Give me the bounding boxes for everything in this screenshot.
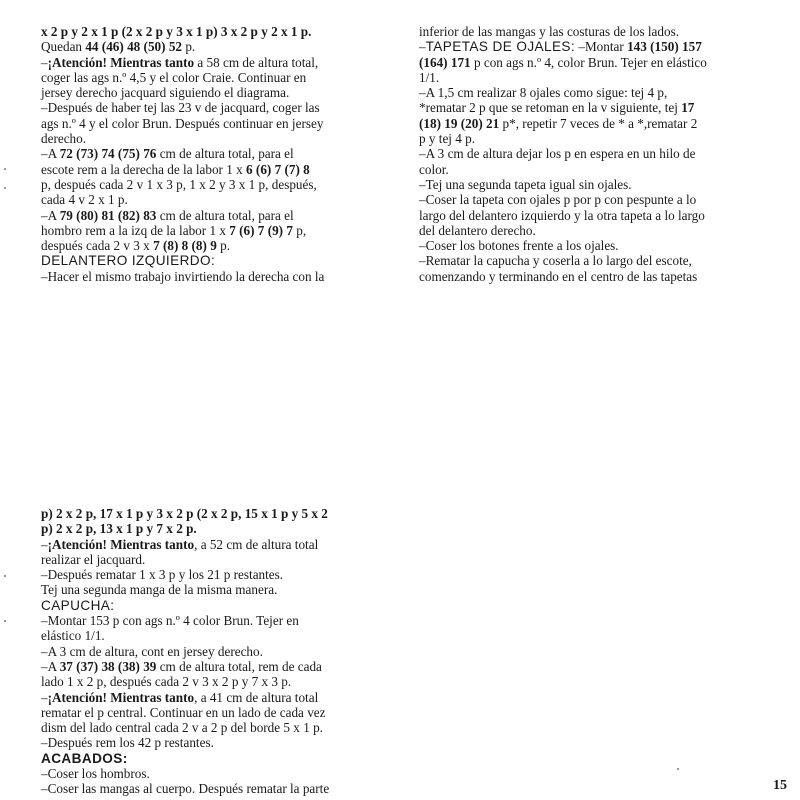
text-run: Tej una segunda manga de la misma manera. xyxy=(41,582,278,598)
text-run: –Montar xyxy=(575,39,628,55)
text-line xyxy=(419,177,779,192)
page-number: 15 xyxy=(773,778,787,793)
text-run: realizar el jacquard. xyxy=(41,551,146,567)
bold-run: ¡Atención! Mientras tanto xyxy=(47,689,195,705)
section-heading: CAPUCHA: xyxy=(41,597,115,613)
text-line xyxy=(41,116,395,131)
text-line xyxy=(41,766,411,781)
text-run: después cada 2 v 3 x xyxy=(41,238,154,254)
text-run: jersey derecho jacquard siguiendo el diagrama. xyxy=(41,85,290,101)
text-line xyxy=(41,177,395,192)
bold-run: p) 2 x 2 p, 17 x 1 p y 3 x 2 p (2 x 2 p, 15 x 1 p y 5 x 2 xyxy=(41,506,328,521)
text-run: inferior de las mangas y las costuras de los lados. xyxy=(419,24,680,39)
text-run: coger las ags n.º 4,5 y el color Craie. Continuar en xyxy=(41,69,307,85)
text-line xyxy=(41,751,411,766)
margin-mark xyxy=(677,768,679,770)
bold-run: (164) 171 xyxy=(419,54,471,70)
text-line xyxy=(419,253,779,268)
section-heading: DELANTERO IZQUIERDO: xyxy=(41,253,216,269)
text-run: – xyxy=(41,54,48,70)
text-run: p. xyxy=(182,39,196,55)
text-line xyxy=(41,506,411,521)
text-run: comenzando y terminando en el centro de las tapetas xyxy=(419,268,698,284)
text-run: –A 1,5 cm realizar 8 ojales como sigue: tej 4 p, xyxy=(419,85,668,101)
text-line xyxy=(41,131,395,146)
text-run: – xyxy=(41,689,48,705)
text-line xyxy=(41,24,395,39)
text-line xyxy=(41,613,411,628)
margin-mark xyxy=(4,168,6,170)
margin-mark xyxy=(4,187,6,189)
text-run: –Coser la tapeta con ojales p por p con pespunte a lo xyxy=(419,192,697,208)
margin-mark xyxy=(4,575,6,577)
text-line xyxy=(419,24,779,39)
text-run: elástico 1/1. xyxy=(41,628,105,644)
text-run: cm de altura total, rem de cada xyxy=(156,658,322,674)
text-line xyxy=(41,582,411,597)
text-line xyxy=(41,70,395,85)
bold-run: 72 (73) 74 (75) 76 xyxy=(59,146,157,162)
text-run: p, xyxy=(292,222,307,238)
bold-run: 44 (46) 48 (50) 52 xyxy=(85,39,183,55)
text-line xyxy=(41,85,395,100)
text-line xyxy=(419,192,779,207)
text-line xyxy=(41,146,395,161)
text-line xyxy=(41,674,411,689)
text-run: –A 3 cm de altura dejar los p en espera en un hilo de xyxy=(419,146,696,162)
text-run: rematar el p central. Continuar en un lado de cada vez xyxy=(41,704,326,720)
text-line xyxy=(41,690,411,705)
text-run: –Hacer el mismo trabajo invirtiendo la derecha con la xyxy=(41,268,325,284)
text-run: lado 1 x 2 p, después cada 2 v 3 x 2 p y 7 x 3 p. xyxy=(41,674,292,690)
text-run: *rematar 2 p que se retoman en la v siguiente, tej xyxy=(419,100,682,116)
text-line xyxy=(419,116,779,131)
text-run: – xyxy=(419,39,426,55)
bold-run: ¡Atención! Mientras tanto xyxy=(47,536,195,552)
bold-run: x 2 p y 2 x 1 p (2 x 2 p y 3 x 1 p) 3 x 2 p y 2 x 1 p. xyxy=(41,24,312,39)
text-run: escote rem a la derecha de la labor 1 x xyxy=(41,161,247,177)
text-line xyxy=(419,55,779,70)
text-line xyxy=(41,705,411,720)
text-line xyxy=(41,567,411,582)
text-run: –A 3 cm de altura, cont en jersey derecho. xyxy=(41,643,263,659)
text-line xyxy=(419,238,779,253)
text-line xyxy=(41,521,411,536)
text-line xyxy=(419,100,779,115)
bold-run: 143 (150) 157 xyxy=(627,39,702,55)
text-run: p, después cada 2 v 1 x 3 p, 1 x 2 y 3 x 1 p, después, xyxy=(41,176,317,192)
text-line xyxy=(41,223,395,238)
text-run: –Después de haber tej las 23 v de jacquard, coger las xyxy=(41,100,320,116)
text-run: –Coser los hombros. xyxy=(41,766,150,782)
text-run: largo del delantero izquierdo y la otra tapeta a lo largo xyxy=(419,207,705,223)
text-run: a 58 cm de altura total, xyxy=(194,54,319,70)
text-line xyxy=(419,39,779,54)
text-line xyxy=(419,131,779,146)
text-run: cm de altura total, para el xyxy=(156,207,294,223)
text-run: p*, repetir 7 veces de * a *,rematar 2 xyxy=(499,115,698,131)
bold-run: 79 (80) 81 (82) 83 xyxy=(59,207,157,223)
text-run: –Tej una segunda tapeta igual sin ojales. xyxy=(419,176,632,192)
text-line xyxy=(41,238,395,253)
bold-run: p) 2 x 2 p, 13 x 1 p y 7 x 2 p. xyxy=(41,521,197,537)
text-run: , a 41 cm de altura total xyxy=(194,689,319,705)
text-line xyxy=(41,39,395,54)
text-line xyxy=(41,720,411,735)
text-run: –Rematar la capucha y coserla a lo largo del escote, xyxy=(419,253,692,269)
text-run: p. xyxy=(216,238,230,254)
text-line xyxy=(419,70,779,85)
section-heading: TAPETAS DE OJALES: xyxy=(425,39,576,55)
text-line xyxy=(419,85,779,100)
text-run: ags n.º 4 y el color Brun. Después continuar en jersey xyxy=(41,115,324,131)
text-run: color. xyxy=(419,161,449,177)
text-run: –A xyxy=(41,658,60,674)
text-run: p y tej 4 p. xyxy=(419,131,476,147)
section-heading: ACABADOS: xyxy=(41,750,128,766)
text-line xyxy=(41,269,395,284)
text-run: p con ags n.º 4, color Brun. Tejer en elástico xyxy=(470,54,707,70)
text-column-top-left xyxy=(41,24,395,284)
text-run: –Coser las mangas al cuerpo. Después rematar la parte xyxy=(41,781,330,797)
text-line xyxy=(41,100,395,115)
text-run: 1/1. xyxy=(419,69,440,85)
text-line xyxy=(419,146,779,161)
text-run: dism del lado central cada 2 v a 2 p del borde 5 x 1 p. xyxy=(41,720,323,736)
bold-run: ¡Atención! Mientras tanto xyxy=(47,54,195,70)
text-run: derecho. xyxy=(41,131,87,147)
text-line xyxy=(41,192,395,207)
bold-run: 7 (8) 8 (8) 9 xyxy=(153,238,217,254)
text-line xyxy=(41,208,395,223)
text-run: –A xyxy=(41,207,60,223)
text-run: cm de altura total, para el xyxy=(156,146,294,162)
text-line xyxy=(41,644,411,659)
text-run: –A xyxy=(41,146,60,162)
text-line xyxy=(41,598,411,613)
bold-run: 37 (37) 38 (38) 39 xyxy=(59,658,157,674)
text-line xyxy=(419,162,779,177)
text-run: , a 52 cm de altura total xyxy=(194,536,319,552)
text-line xyxy=(419,208,779,223)
text-line xyxy=(41,162,395,177)
text-line xyxy=(41,55,395,70)
text-line xyxy=(41,735,411,750)
text-run: –Después rematar 1 x 3 p y los 21 p restantes. xyxy=(41,567,284,583)
text-line xyxy=(41,781,411,796)
text-run: –Coser los botones frente a los ojales. xyxy=(419,238,619,254)
text-column-top-right xyxy=(419,24,779,284)
bold-run: (18) 19 (20) 21 xyxy=(419,115,500,131)
text-column-bottom-left xyxy=(41,506,411,797)
text-line xyxy=(41,552,411,567)
text-line xyxy=(41,537,411,552)
text-line xyxy=(419,223,779,238)
text-run: del delantero derecho. xyxy=(419,222,536,238)
text-run: –Después rem los 42 p restantes. xyxy=(41,735,214,751)
text-line xyxy=(419,269,779,284)
bold-run: 6 (6) 7 (7) 8 xyxy=(246,161,310,177)
text-line xyxy=(41,253,395,268)
text-run: cada 4 v 2 x 1 p. xyxy=(41,192,128,208)
bold-run: 17 xyxy=(681,100,695,116)
margin-mark xyxy=(4,620,6,622)
text-line xyxy=(41,659,411,674)
text-run: hombro rem a la izq de la labor 1 x xyxy=(41,222,230,238)
text-run: –Montar 153 p con ags n.º 4 color Brun. Tejer en xyxy=(41,613,299,629)
text-run: Quedan xyxy=(41,39,86,55)
text-line xyxy=(41,628,411,643)
text-run: – xyxy=(41,536,48,552)
bold-run: 7 (6) 7 (9) 7 xyxy=(229,222,293,238)
